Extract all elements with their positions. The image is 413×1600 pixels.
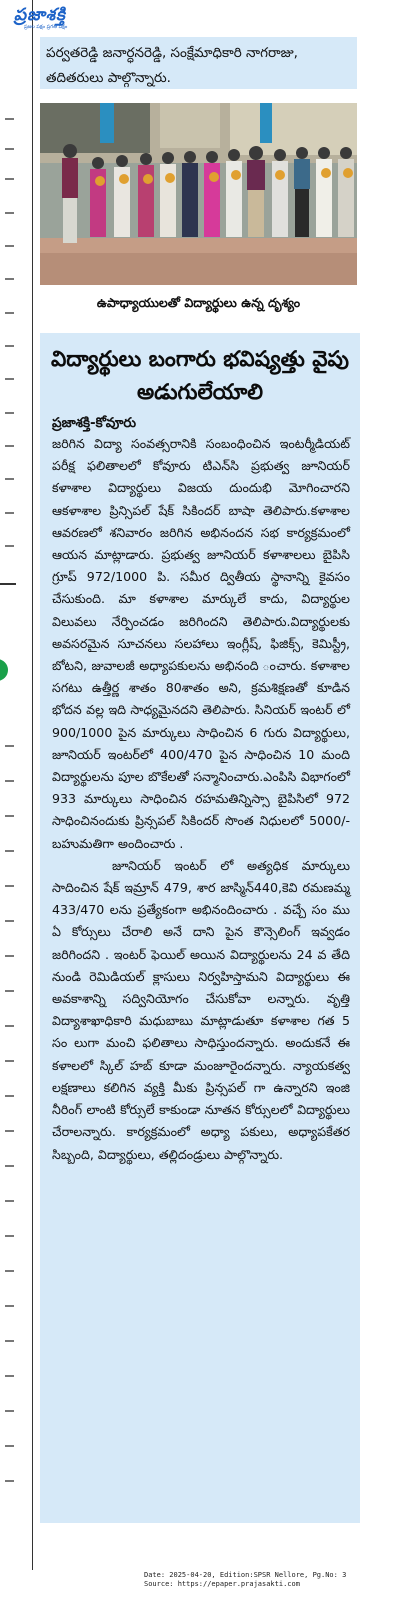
adjacent-text-fragment bbox=[5, 1410, 14, 1412]
adjacent-text-fragment bbox=[5, 412, 14, 414]
footer-date-edition: Date: 2025-04-20, Edition:SPSR Nellore, Pg.No: 3 bbox=[144, 1571, 347, 1579]
adjacent-text-fragment bbox=[5, 885, 14, 887]
adjacent-text-fragment bbox=[5, 1095, 14, 1097]
adjacent-text-fragment bbox=[5, 1025, 14, 1027]
adjacent-text-fragment bbox=[5, 780, 14, 782]
section-divider bbox=[0, 583, 16, 585]
adjacent-text-fragment bbox=[5, 278, 14, 280]
news-article bbox=[40, 333, 360, 1523]
continuation-text: పర్వతరెడ్డి జనార్ధనరెడ్డి, సంక్షేమాధికారి నాగరాజు, తదితరులు పాల్గొన్నారు. bbox=[46, 45, 298, 86]
adjacent-text-fragment bbox=[5, 512, 14, 514]
footer-source: Source: https://epaper.prajasakti.com bbox=[144, 1580, 300, 1588]
column-rule bbox=[32, 0, 33, 1570]
adjacent-text-fragment bbox=[5, 1130, 14, 1132]
adjacent-text-fragment bbox=[5, 178, 14, 180]
adjacent-text-fragment bbox=[5, 1340, 14, 1342]
article-dateline: ప్రజాశక్తి-కోవూరు bbox=[52, 415, 137, 431]
adjacent-text-fragment bbox=[5, 1060, 14, 1062]
prajasakti-logo bbox=[14, 6, 122, 34]
adjacent-text-fragment bbox=[5, 920, 14, 922]
adjacent-text-fragment bbox=[5, 990, 14, 992]
adjacent-text-fragment bbox=[5, 745, 14, 747]
adjacent-text-fragment bbox=[5, 545, 14, 547]
adjacent-text-fragment bbox=[5, 1200, 14, 1202]
adjacent-text-fragment bbox=[5, 445, 14, 447]
adjacent-text-fragment bbox=[5, 1445, 14, 1447]
green-marker-icon bbox=[0, 659, 8, 681]
adjacent-text-fragment bbox=[5, 312, 14, 314]
page-footer bbox=[144, 1571, 346, 1589]
adjacent-text-fragment bbox=[5, 148, 14, 150]
adjacent-text-fragment bbox=[5, 850, 14, 852]
adjacent-text-fragment bbox=[5, 1235, 14, 1237]
article-body bbox=[40, 433, 360, 1166]
adjacent-text-fragment bbox=[5, 345, 14, 347]
group-photo-illustration bbox=[40, 103, 357, 285]
adjacent-text-fragment bbox=[5, 1270, 14, 1272]
adjacent-column-edge bbox=[0, 0, 34, 1600]
adjacent-text-fragment bbox=[5, 245, 14, 247]
logo-tagline: ప్రజల పక్షం ప్రగతి పక్షం bbox=[24, 24, 68, 30]
continuation-box bbox=[40, 37, 357, 89]
article-headline: విద్యార్థులు బంగారు భవిష్యత్తు వైపు అడుగులేయాలి bbox=[50, 347, 350, 405]
adjacent-text-fragment bbox=[5, 118, 14, 120]
adjacent-text-fragment bbox=[5, 478, 14, 480]
adjacent-text-fragment bbox=[5, 955, 14, 957]
adjacent-text-fragment bbox=[5, 1480, 14, 1482]
article-paragraph: జరిగిన విద్యా సంవత్సరానికి సంబంధించిన ఇంటర్మీడియట్ పరీక్ష ఫలితాలలో కోవూరు టిఎన్‌సి ప్రభుత్వ జూనియర్ కళాశాల విద్యార్థులు విజయ దుందుభి మోగించారని ఆకళాశాల ప్రిన్సిపల్ షేక్ సికిందర్ బాషా తెలిపారు.కళాశాల ఆవరణలో శనివారం జరిగిన అభినందన సభ కార్యక్రమంలో ఆయన మాట్లాడారు. ప్రభుత్వ జూనియర్ కళాశాలలు బైపిసి గ్రూప్ 972/1000 పి. సమీర ద్వితీయ స్థానాన్ని కైవసం చేసుకుంది. మా కళాశాల మార్కులే కాదు, విద్యార్థుల విలువలు నేర్పించడం జరిగిందని తెలిపారు.విద్యార్థులకు అవసరమైన సూచనలు సలహాలు ఇంగ్లీష్, ఫిజిక్స్, కెమిస్ట్రీ, బోటని, జువాలజీ అధ్యాపకులను అభినంది ంచారు. కళాశాల సగటు ఉత్తీర్ణ శాతం 80శాతం అని, క్రమశిక్షణతో కూడిన భోదన వల్ల ఇది సాధ్యమైనదని తెలిపారు. సినియర్ ఇంటర్ లో 900/1000 పైన మార్కులు సాధించిన 6 గురు విద్యార్థులు, జూనియర్ ఇంటర్‌లో 400/470 పైన సాధించిన 10 మంది విద్యార్థులను పూల బొకేలతో సన్మానించారు.ఎంపిసి విభాగంలో 933 మార్కులు సాధించిన రహమతిన్నిస్సా బైపిసిలో 972 సాధించినందుకు ప్రిన్సపల్ సికిందర్ సొంత నిధులలో 5000/- బహుమతిగా అందించారు . bbox=[52, 436, 350, 851]
photo-caption: ఉపాధ్యాయులతో విద్యార్థులు ఉన్న దృశ్యం bbox=[96, 295, 301, 310]
news-photo bbox=[40, 103, 357, 285]
adjacent-text-fragment bbox=[5, 212, 14, 214]
adjacent-text-fragment bbox=[5, 378, 14, 380]
logo-wordmark: ప్రజాశక్తి bbox=[14, 5, 66, 25]
article-paragraph: జూనియర్ ఇంటర్ లో అత్యధిక మార్కులు సాదించిన షేక్ ఇమ్రాన్ 479, శార జాస్మిన్440,కెవి రమణమ్మ 433/470 లను ప్రత్యేకంగా అభినందించారు . వచ్చే సం ము ఏ కోర్సులు చేరాలి అనే దాని పైన కౌన్సెలింగ్ ఇవ్వడం జరిగిందని . ఇంటర్ ఫెయిల్ అయిన విద్యార్థులను 24 వ తేది నుండి రెమిడియల్ క్లాసులు నిర్వహిస్తామని విద్యార్థులు ఈ అవకాశాన్ని సద్వినియోగం చేసుకోవా లన్నారు. వృత్తి విద్యాశాఖాధికారి మధుబాబు మాట్లాడుతూ కళాశాల గత 5 సం లుగా మంచి ఫలితాలు సాధిస్తుందన్నారు. అందుకనే ఈ కళాలలో స్కిల్ హబ్ కూడా మంజూరైందన్నారు. న్యాయకత్వ లక్షణాలు కలిగిన వ్యక్తి మీకు ప్రిన్సపల్ గా ఉన్నారని ఇంజి నీరింగ్ లాంటి కోర్సులే కాకుండా నూతన కోర్సులలో విద్యార్థులు చేరాలన్నారు. కార్యక్రమంలో అధ్యా పకులు, అధ్యాపకేతర సిబ్బంది, విద్యార్థులు, తల్లిదండ్రులు పాల్గొన్నారు. bbox=[52, 857, 350, 1162]
adjacent-text-fragment bbox=[5, 1305, 14, 1307]
adjacent-text-fragment bbox=[5, 1375, 14, 1377]
adjacent-text-fragment bbox=[5, 1165, 14, 1167]
adjacent-text-fragment bbox=[5, 815, 14, 817]
